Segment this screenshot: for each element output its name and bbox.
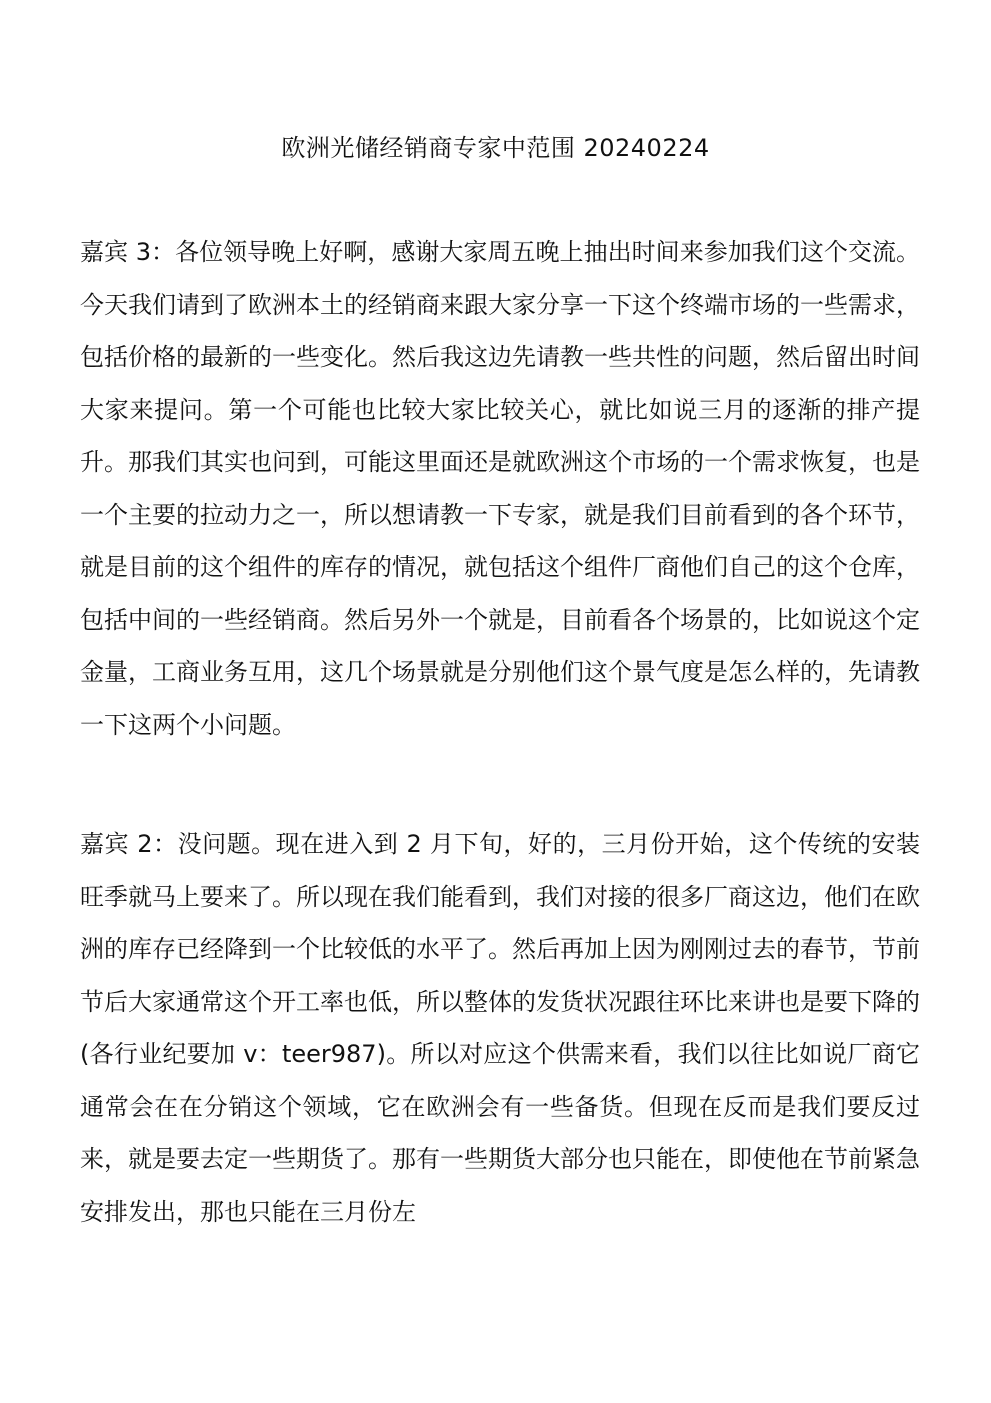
- paragraph-guest-2: [80, 818, 920, 1238]
- speaker-label: 嘉宾 2：: [80, 830, 178, 858]
- paragraph-text: 没问题。现在进入到 2 月下旬，好的，三月份开始，这个传统的安装旺季就马上要来了。所以现在我们能看到，我们对接的很多厂商这边，他们在欧洲的库存已经降到一个比较低的水平了。然后再加上因为刚刚过去的春节，节前节后大家通常这个开工率也低，所以整体的发货状况跟往环比来讲也是要下降的(各行业纪要加 v：teer987)。所以对应这个供需来看，我们以往比如说厂商它通常会在在分销这个领域，它在欧洲会有一些备货。但现在反而是我们要反过来，就是要去定一些期货了。那有一些期货大部分也只能在，即使他在节前紧急安排发出，那也只能在三月份左: [80, 830, 920, 1226]
- speaker-label: 嘉宾 3：: [80, 238, 176, 266]
- paragraph-text: 各位领导晚上好啊，感谢大家周五晚上抽出时间来参加我们这个交流。今天我们请到了欧洲本土的经销商来跟大家分享一下这个终端市场的一些需求，包括价格的最新的一些变化。然后我这边先请教一些共性的问题，然后留出时间大家来提问。第一个可能也比较大家比较关心，就比如说三月的逐渐的排产提升。那我们其实也问到，可能这里面还是就欧洲这个市场的一个需求恢复，也是一个主要的拉动力之一，所以想请教一下专家，就是我们目前看到的各个环节，就是目前的这个组件的库存的情况，就包括这个组件厂商他们自己的这个仓库，包括中间的一些经销商。然后另外一个就是，目前看各个场景的，比如说这个定金量，工商业务互用，这几个场景就是分别他们这个景气度是怎么样的，先请教一下这两个小问题。: [80, 238, 920, 739]
- document-title: 欧洲光储经销商专家中范围 20240224: [281, 134, 710, 162]
- paragraph-guest-3: [80, 226, 920, 751]
